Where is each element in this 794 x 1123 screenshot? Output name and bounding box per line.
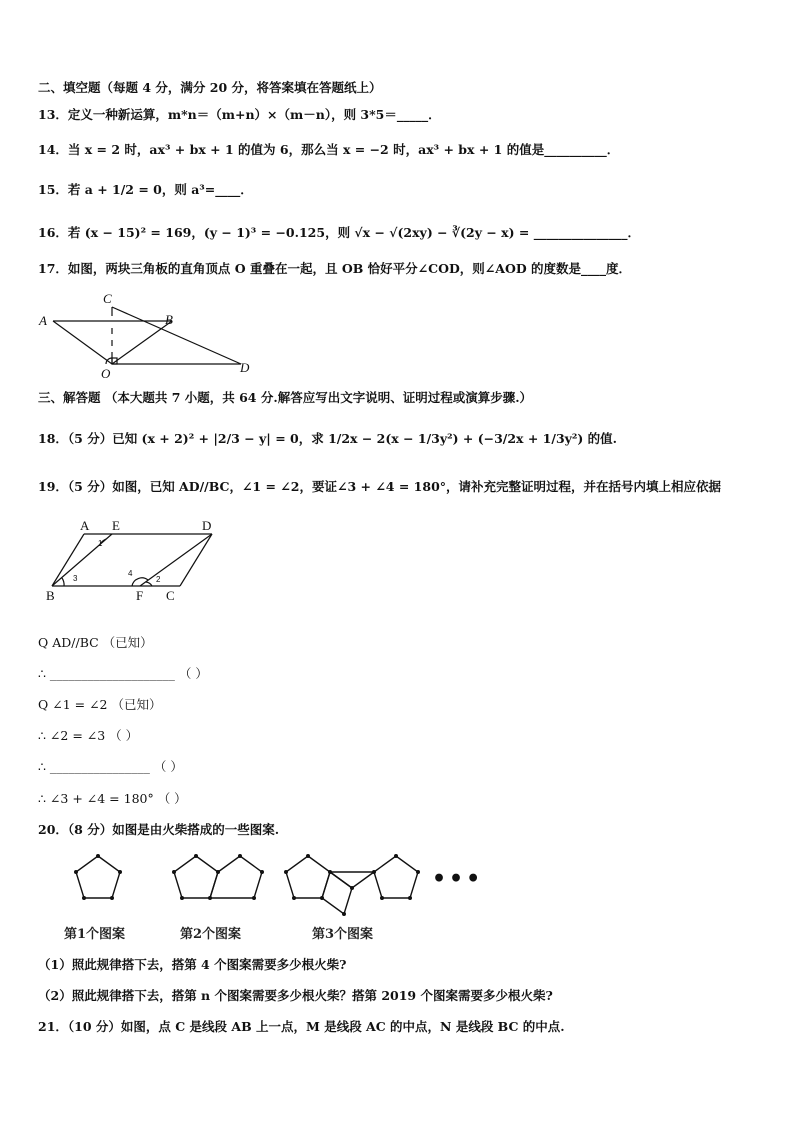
caption-1: 第1个图案 [64, 927, 126, 942]
figure-20 [60, 848, 470, 946]
proof-line-6: ∴ ∠3 + ∠4 = 180° （ ） [38, 791, 187, 806]
label-C: C [103, 291, 112, 306]
question-13: 13．定义一种新运算，m*n＝（m+n）×（m－n），则 3*5＝_____． [38, 107, 441, 122]
question-20-part-1: （1）照此规律搭下去，搭第 4 个图案需要多少根火柴? [38, 957, 347, 972]
angle-1: 1 [98, 539, 103, 548]
label-E: E [112, 518, 120, 533]
question-14: 14．当 x = 2 时，ax³ + bx + 1 的值为 6，那么当 x = −2 时，ax³ + bx + 1 的值是__________． [38, 142, 620, 157]
section2-title: 二、填空题（每题 4 分，满分 20 分，将答案填在答题纸上） [38, 80, 382, 95]
question-20-part-2: （2）照此规律搭下去，搭第 n 个图案需要多少根火柴？搭第 2019 个图案需要多少根火柴? [38, 988, 553, 1003]
label-B: B [165, 312, 173, 327]
label-A: A [39, 313, 47, 328]
question-18: 18．（5 分）已知 (x + 2)² + |2/3 − y| = 0，求 1/2x − 2(x − 1/3y²) + (−3/2x + 1/3y²) 的值. [38, 431, 617, 446]
figure-19 [40, 512, 230, 604]
label-F: F [136, 588, 144, 603]
question-20: 20．（8 分）如图是由火柴搭成的一些图案. [38, 822, 280, 837]
proof-line-3: Q ∠1 = ∠2 （已知） [38, 697, 162, 712]
caption-3: 第3个图案 [312, 927, 374, 942]
section3-title: 三、解答题 （本大题共 7 小题，共 64 分.解答应写出文字说明、证明过程或演算步骤.） [38, 390, 533, 405]
question-17: 17．如图，两块三角板的直角顶点 O 重叠在一起，且 OB 恰好平分∠COD，则∠AOD 的度数是____度． [38, 261, 632, 276]
proof-line-1: Q AD//BC （已知） [38, 635, 153, 650]
label-D: D [202, 518, 212, 533]
question-15: 15．若 a + 1/2 = 0，则 a³=____． [38, 182, 253, 197]
figure-17 [36, 290, 266, 380]
question-21: 21．（10 分）如图，点 C 是线段 AB 上一点，M 是线段 AC 的中点，N 是线段 BC 的中点. [38, 1019, 565, 1034]
question-16: 16．若 (x − 15)² = 169，(y − 1)³ = −0.125，则 √x − √(2xy) − ∛(2y − x) = _______________． [38, 225, 640, 240]
more-dots: ••• [432, 866, 484, 892]
label-B: B [46, 588, 55, 603]
label-A: A [80, 518, 90, 533]
label-O: O [101, 366, 111, 380]
question-19: 19．（5 分）如图，已知 AD//BC，∠1 = ∠2，要证∠3 + ∠4 = 180°，请补充完整证明过程，并在括号内填上相应依据 [38, 479, 722, 494]
proof-line-4: ∴ ∠2 = ∠3 （ ） [38, 728, 139, 743]
label-D: D [240, 360, 250, 375]
angle-4: 4 [128, 569, 133, 578]
caption-2: 第2个图案 [180, 927, 242, 942]
proof-line-5: ∴ ________________ （ ） [38, 759, 183, 774]
angle-2: 2 [156, 575, 161, 584]
angle-3: 3 [73, 574, 78, 583]
label-C: C [166, 588, 175, 603]
proof-line-2: ∴ ____________________ （ ） [38, 666, 208, 681]
